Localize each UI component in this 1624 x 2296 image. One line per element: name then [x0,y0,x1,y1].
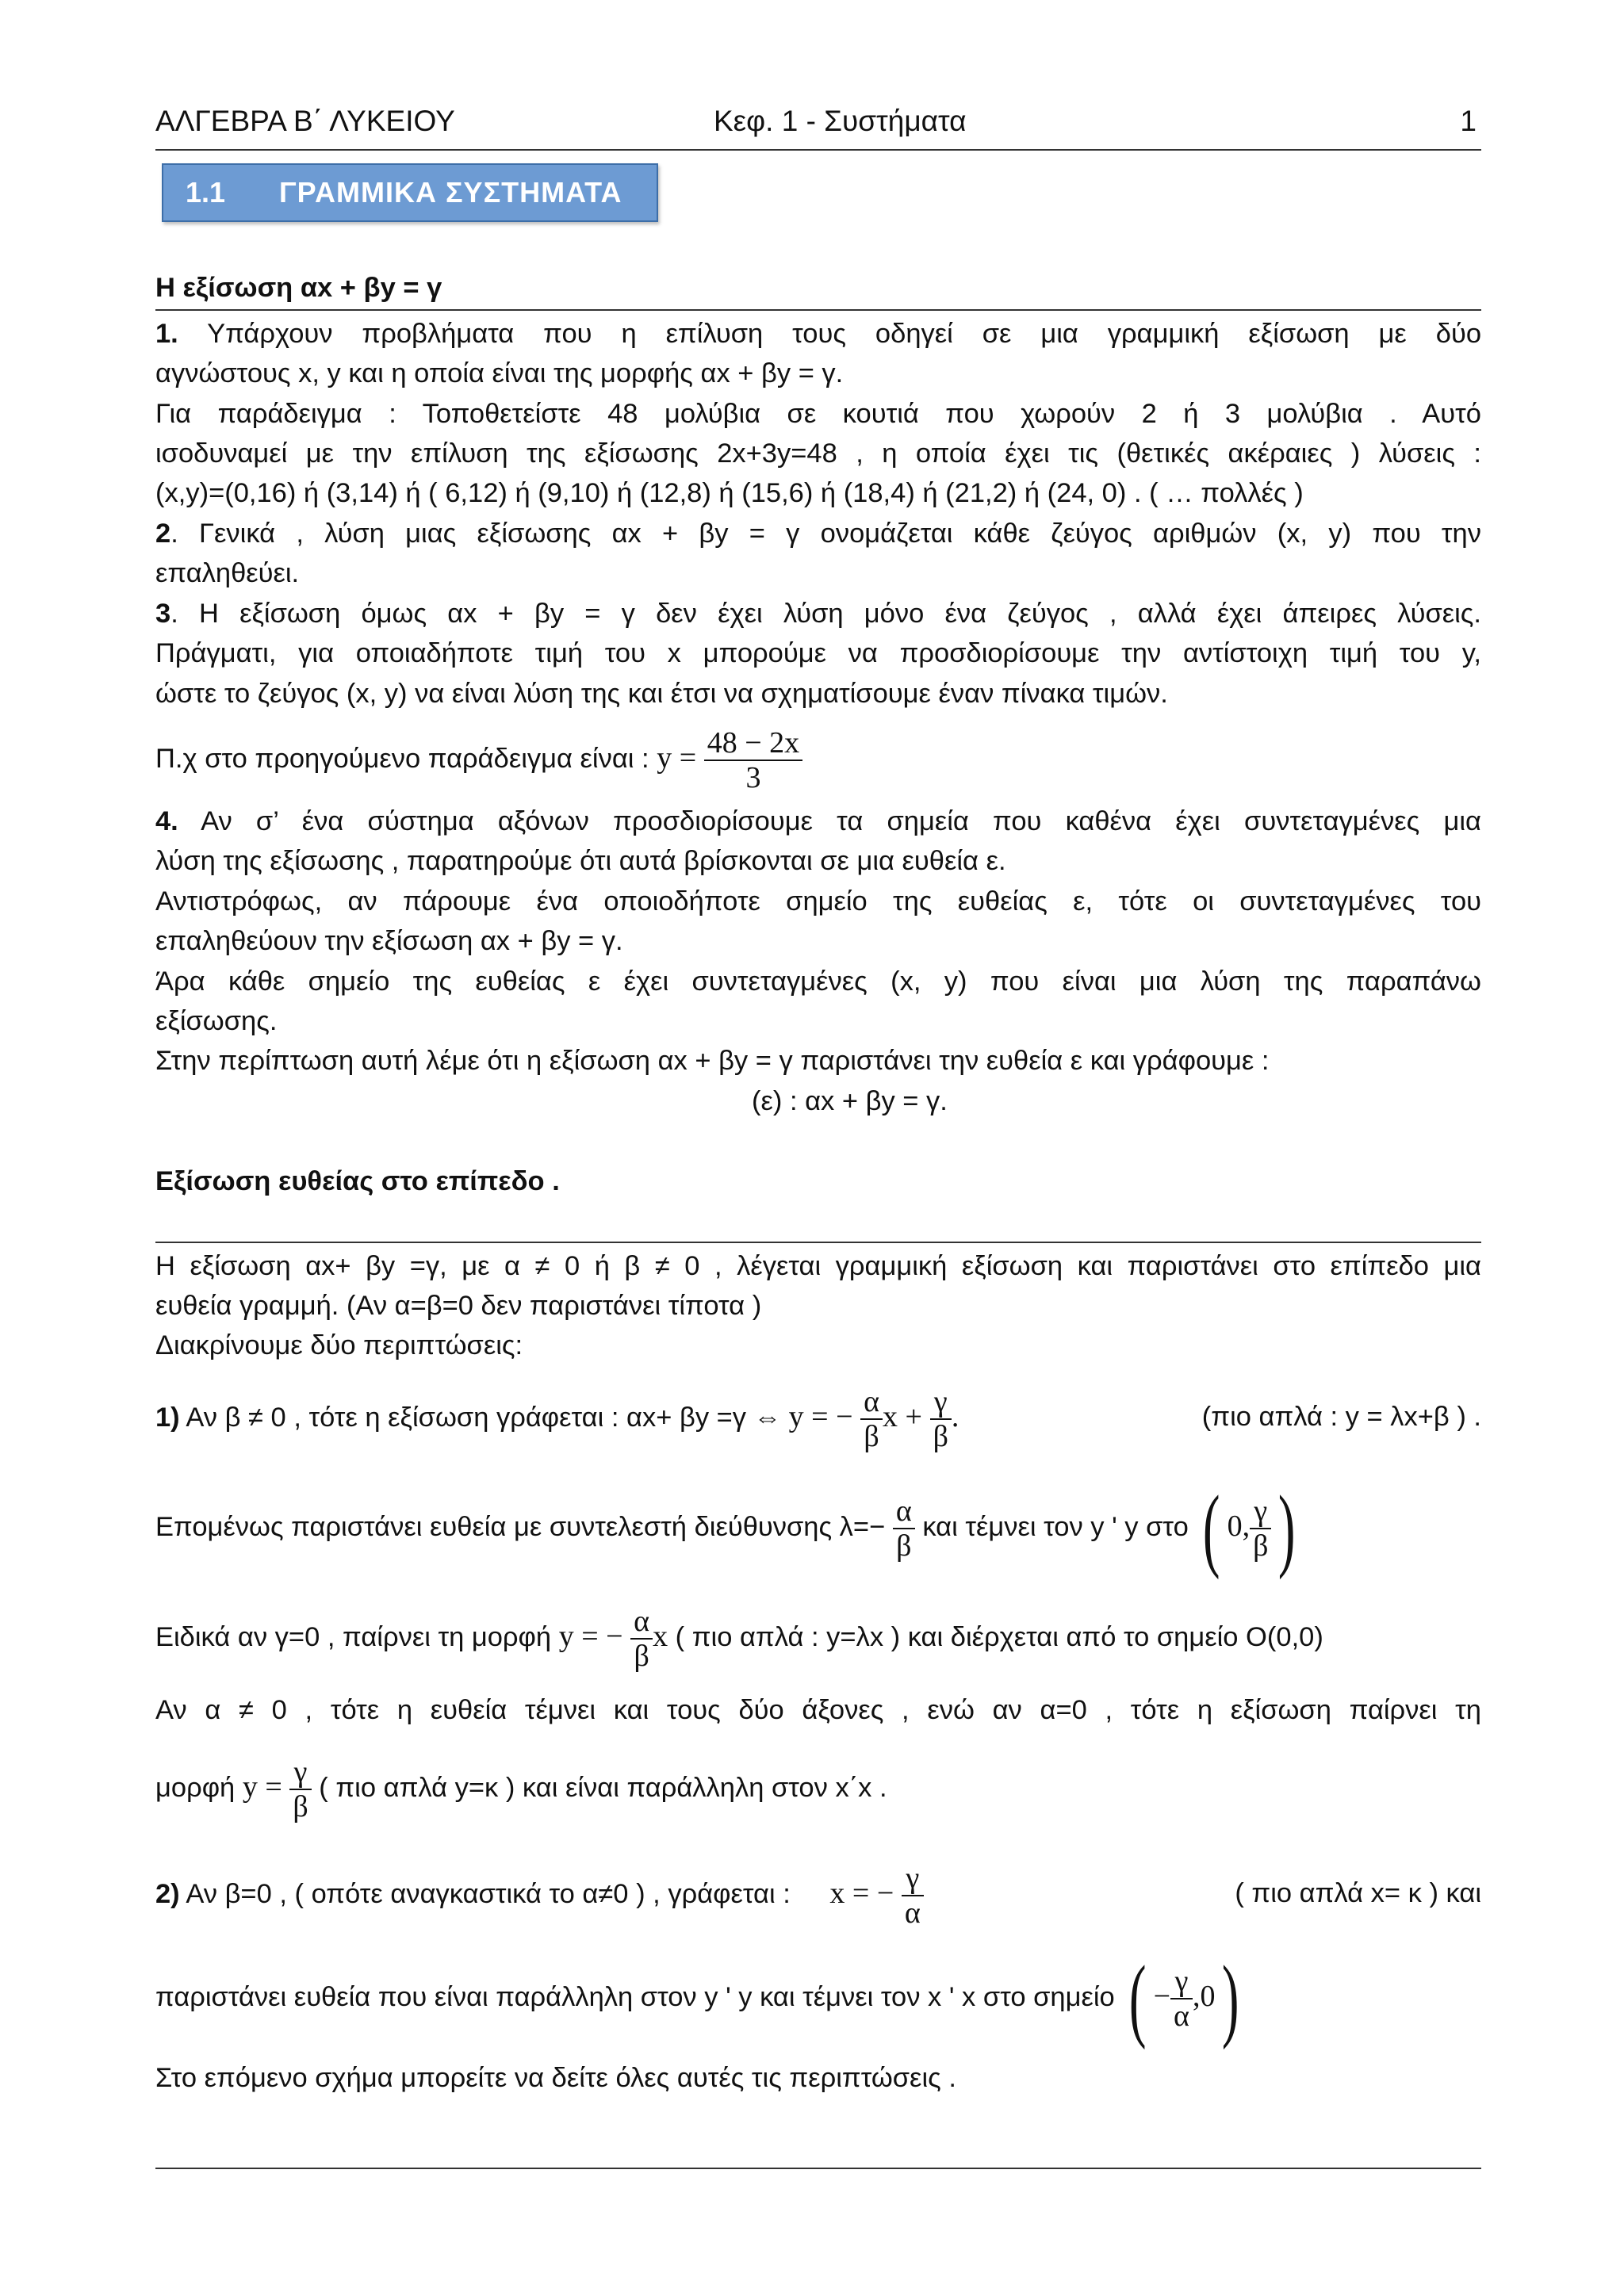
x-intercept-line [155,1946,1481,2050]
case-1-f1-den: β [864,1419,879,1453]
horizontal-form-line [155,1747,1481,1827]
case-1-lhs: y = − [781,1400,853,1433]
case-2-den: α [904,1896,921,1930]
para-1-number: 1. [155,319,178,349]
a-nonzero-line: Αν α ≠ 0 , τότε η ευθεία τέμνει και τους δύο άξονες , ενώ αν α=0 , τότε η εξίσωση παίρνει τη [155,1695,1481,1725]
para-3-line-3: ώστε το ζεύγος (x, y) να είναι λύση της και έτσι να σχηματίσουμε έναν πίνακα τιμών. [155,679,1168,709]
case-1-text: Αν β ≠ 0 , τότε η εξίσωση γράφεται : αx+ βy =γ [179,1402,754,1433]
x-intercept-num: γ [1170,1965,1193,1999]
para-4-line-2: λύση της εξίσωσης , παρατηρούμε ότι αυτά βρίσκονται σε μια ευθεία ε. [155,846,1006,876]
heading-rule-2 [155,1242,1481,1243]
para-3-text: . Η εξίσωση όμως αx + βy = γ δεν έχει λύση μόνο ένα ζεύγος , αλλά έχει άπειρες λύσεις. [170,599,1481,629]
horizontal-fraction [289,1755,311,1823]
para-2-number: 2 [155,519,171,549]
example-denominator: 3 [745,760,761,794]
slope-text: Επομένως παριστάνει ευθεία με συντελεστή διεύθυνσης λ=− [155,1512,886,1542]
heading-line-equation: Εξίσωση ευθείας στο επίπεδο . [155,1166,560,1196]
right-paren: ) [1278,1475,1296,1580]
slope-line [155,1475,1481,1580]
example-fraction [704,726,802,794]
case-1-fraction-2 [930,1385,952,1453]
slope-den: β [896,1529,912,1563]
para-4-text: Αν σ’ ένα σύστημα αξόνων προσδιορίσουμε τα σημεία που καθένα έχει συντεταγμένες μια [178,806,1481,836]
para-1-line-5: (x,y)=(0,16) ή (3,14) ή ( 6,12) ή (9,10) ή (12,8) ή (15,6) ή (18,4) ή (21,2) ή (24, 0) . ( … πολλές ) [155,478,1304,508]
x-intercept-fraction [1170,1965,1193,2033]
case-2-lhs: x = − [829,1877,894,1910]
para-1-line-3: Για παράδειγμα : Τοποθετείστε 48 μολύβια σε κουτιά που χωρούν 2 ή 3 μολύβια . Αυτό [155,399,1481,429]
document-page [155,0,1481,2296]
para-4-line-6: εξίσωσης. [155,1006,278,1036]
para-1-line-2: αγνώστους x, y και η οποία είναι της μορφής αx + βy = γ. [155,358,844,388]
y-intercept-num: γ [1250,1494,1271,1529]
horizontal-pre: μορφή [155,1773,243,1803]
example-formula-line [155,718,1481,798]
heading-equation: Η εξίσωση αx + βy = γ [155,273,442,303]
para-4-number: 4. [155,806,178,836]
case-1-f1-num: α [860,1385,883,1420]
header-page-number: 1 [1460,105,1477,137]
y-intercept-den: β [1253,1529,1269,1563]
case-1-f2-num: γ [930,1385,952,1420]
general-line-1: Η εξίσωση αx+ βy =γ, με α ≠ 0 ή β ≠ 0 , λέγεται γραμμική εξίσωση και παριστάνει στο επίπεδο μια [155,1251,1481,1281]
case-1-number: 1) [155,1402,180,1433]
line-equation: (ε) : αx + βy = γ. [752,1086,948,1116]
special-x: x [653,1620,668,1653]
case-1-line [155,1377,1481,1456]
special-text-2: ( πιο απλά : y=λx ) και διέρχεται από το σημείο O(0,0) [668,1622,1323,1652]
para-2-line-2: επαληθεύει. [155,558,300,588]
general-line-2: ευθεία γραμμή. (Αν α=β=0 δεν παριστάνει τίποτα ) [155,1291,762,1321]
case-2-simple: ( πιο απλά x= κ ) και [1235,1878,1481,1908]
horizontal-lhs: y = [242,1770,282,1804]
x-intercept-minus: − [1153,1980,1171,2013]
y-intercept-zero: 0, [1227,1510,1251,1543]
left-paren-2: ( [1129,1946,1147,2050]
para-3-number: 3 [155,599,171,629]
header-chapter: Κεφ. 1 - Συστήματα [714,105,967,137]
special-lhs: y = − [558,1620,623,1653]
case-1-mid: x + [883,1400,922,1433]
para-4-line-7: Στην περίπτωση αυτή λέμε ότι η εξίσωση αx + βy = γ παριστάνει την ευθεία ε και γράφουμε : [155,1046,1270,1076]
para-2-line-1 [155,514,1481,553]
slope-num: α [893,1494,915,1529]
case-1-simple: (πιο απλά : y = λx+β ) . [1201,1402,1481,1432]
para-2-text: . Γενικά , λύση μιας εξίσωσης αx + βy = γ ονομάζεται κάθε ζεύγος αριθμών (x, y) που την [170,519,1481,549]
case-2-fraction [902,1862,924,1930]
right-paren-2: ) [1222,1946,1239,2050]
x-intercept-text: παριστάνει ευθεία που είναι παράλληλη στον y ' y και τέμνει τον x ' x στο σημείο [155,1982,1123,2012]
example-text: Π.χ στο προηγούμενο παράδειγμα είναι : [155,744,657,774]
case-2-number: 2) [155,1879,180,1909]
page-header [155,101,1481,151]
section-title: ΓΡΑΜΜΙΚΑ ΣΥΣΤΗΜΑΤΑ [279,176,622,209]
special-fraction [630,1605,653,1673]
header-book-title: ΑΛΓΕΒΡΑ Β΄ ΛΥΚΕΙΟΥ [155,105,455,137]
slope-fraction [893,1494,915,1563]
footer-rule [155,2168,1481,2169]
special-den: β [634,1639,649,1673]
section-title-box [162,163,658,222]
case-1-fraction-1 [860,1385,883,1453]
special-case-line [155,1597,1481,1676]
horizontal-den: β [293,1789,308,1823]
iff-symbol: ⇔ [753,1402,782,1433]
case-1-f2-den: β [933,1419,948,1453]
para-3-line-1 [155,594,1481,633]
para-3-line-2: Πράγματι, για οποιαδήποτε τιμή του x μπορούμε να προσδιορίσουμε την αντίστοιχη τιμή του y, [155,638,1481,668]
para-4-line-5: Άρα κάθε σημείο της ευθείας ε έχει συντεταγμένες (x, y) που είναι μια λύση της παραπάνω [155,966,1481,997]
closing-line: Στο επόμενο σχήμα μπορείτε να δείτε όλες αυτές τις περιπτώσεις . [155,2063,956,2093]
case-1-end: . [951,1400,959,1433]
para-4-line-3: Αντιστρόφως, αν πάρουμε ένα οποιοδήποτε σημείο της ευθείας ε, τότε οι συντεταγμένες του [155,886,1481,916]
special-num: α [630,1605,653,1640]
example-lhs: y = [657,741,697,775]
heading-rule [155,309,1481,311]
case-2-num: γ [902,1862,924,1896]
para-4-line-4: επαληθεύουν την εξίσωση αx + βy = γ. [155,926,623,956]
para-1-line-4: ισοδυναμεί με την επίλυση της εξίσωσης 2x+3y=48 , η οποία έχει τις (θετικές ακέραιες ) λύσεις : [155,438,1481,469]
para-4-line-1 [155,802,1481,841]
section-number: 1.1 [186,176,226,209]
x-intercept-den: α [1174,1999,1189,2033]
x-intercept-zero: ,0 [1192,1980,1216,2013]
case-2-line [155,1854,1481,1933]
y-intercept-fraction [1250,1494,1271,1563]
special-text: Ειδικά αν γ=0 , παίρνει τη μορφή [155,1622,559,1652]
case-2-text: Αν β=0 , ( οπότε αναγκαστικά το α≠0 ) , γράφεται : [179,1879,799,1909]
para-1-line-1 [155,314,1481,354]
general-line-3: Διακρίνουμε δύο περιπτώσεις: [155,1330,523,1360]
horizontal-post: ( πιο απλά y=κ ) και είναι παράλληλη στον x΄x . [311,1773,887,1803]
para-1-text: Υπάρχουν προβλήματα που η επίλυση τους οδηγεί σε μια γραμμική εξίσωση με δύο [207,319,1482,349]
example-numerator: 48 − 2x [704,726,802,761]
horizontal-num: γ [289,1755,311,1790]
slope-text-2: και τέμνει τον y ' y στο [914,1512,1197,1542]
left-paren: ( [1203,1475,1220,1580]
